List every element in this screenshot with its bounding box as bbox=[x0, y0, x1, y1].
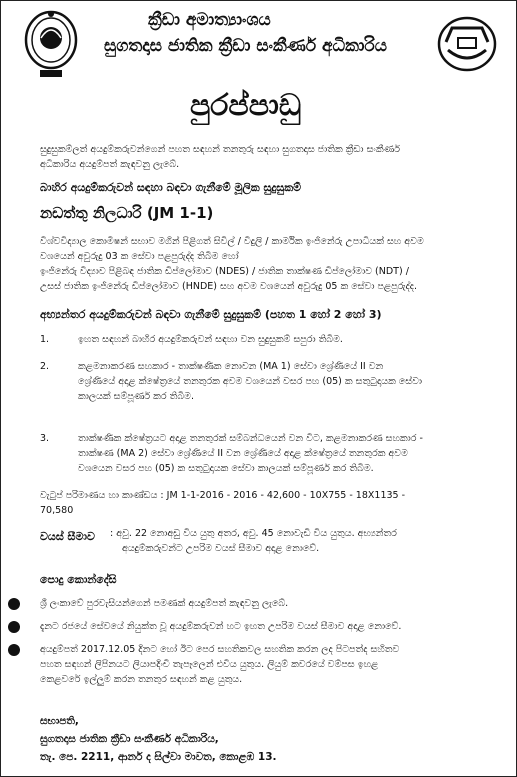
page-title: පුරප්පාඩු bbox=[190, 88, 302, 123]
condition-line: අයදුම්පත් 2017.12.05 දිනට හෝ ඊට පෙර සහතිකවල සහතික කරන ලද පිටපත්ද සහිතව bbox=[40, 644, 400, 655]
bullet-icon bbox=[8, 598, 20, 610]
qual-line: විශ්වවිද්‍යාල කොමිෂන් සභාව මගින් පිළිගත් සිවිල් / විදුලි / කාර්මික ඉංජිනේරු උපාධියක් සහ අවම bbox=[40, 236, 424, 247]
list-item-line: කළමනාකරණ සහකාර - තාක්ෂණික නොවන (MA 1) සේවා ශ්‍රේණියේ II වන bbox=[78, 361, 384, 372]
list-item-line: කාලයක් සම්පූර්ණ කර තිබීම. bbox=[78, 391, 194, 402]
general-conditions-list bbox=[0, 596, 517, 716]
address-line: සභාපති, bbox=[40, 715, 79, 727]
intro-line: සුදුසුකම්ලත් අයදුම්කරුවන්ගෙන් පහත සඳහන් තනතුරු සඳහා සුගතදාස ජාතික ක්‍රීඩා සංකීර්ණ bbox=[40, 144, 400, 155]
ministry-heading: ක්‍රීඩා අමාත්‍යාංශය bbox=[148, 10, 271, 30]
age-limit-label: වයස් සීමාව bbox=[40, 530, 95, 543]
salary-line: 70,580 bbox=[40, 505, 74, 516]
list-item-number: 3. bbox=[40, 433, 50, 444]
bullet-icon bbox=[8, 644, 20, 656]
condition-line: ශ්‍රී ලංකාවේ පුරවැසියන්ගෙන් පමණක් අයදුම්පත් කැඳවනු ලැබේ. bbox=[40, 598, 289, 609]
list-item-line: තාක්ෂණික ක්ෂේත්‍රයට අදාළ තනතුරක් සම්බන්ධයෙන් වන විට, කළමනාකරණ සහකාර - bbox=[78, 433, 423, 444]
list-item-line: වශයෙන වසර පහ (05) ක සතුටුදායක සේවා කාලයක් සම්පූර්ණ කර තිබීම. bbox=[78, 463, 374, 474]
intro-line: අධිකාරිය අයදුම්පත් කැඳවනු ලැබේ. bbox=[40, 159, 180, 170]
internal-qualifications-heading: අභ්‍යන්තර අයදුම්කරුවන් බඳවා ගැනීමේ සුදුසුකම් (පහත 1 හෝ 2 හෝ 3) bbox=[40, 308, 382, 321]
list-item-number: 2. bbox=[40, 361, 50, 372]
qual-line: ඉංජිනේරු විද්‍යාව පිළිබඳ ජාතික ඩිප්ලෝමාව (NDES) / ජාතික තාක්ෂණ ඩිප්ලෝමාව (NDT) / bbox=[40, 266, 409, 277]
authority-heading: සුගතදාස ජාතික ක්‍රීඩා සංකීර්ණ අධිකාරිය bbox=[104, 36, 387, 56]
internal-qualifications-list bbox=[40, 332, 516, 482]
external-qualifications bbox=[40, 234, 480, 294]
post-title: නඩත්තු නිලධාරි (JM 1-1) bbox=[40, 204, 214, 222]
age-limit-text bbox=[110, 526, 482, 556]
salary-scale bbox=[40, 488, 480, 518]
condition-line: පහත සඳහන් ලිපිනයට ලියාපදිංචි තැපෑලෙන් එවිය යුතුය. ලියුම් කවරයේ වම්පස ඉහළ bbox=[40, 659, 379, 670]
address-block bbox=[40, 712, 277, 766]
list-item-line: ශ්‍රේණියේ අදාළ ක්ෂේත්‍රයේ තනතුරක අවම වශයෙන් වසර පහ (05) ක සතුටුදායක සේවා bbox=[78, 376, 423, 387]
salary-line: වැටුප් පරිමාණය හා කාණ්ඩය : JM 1-1-2016 - 2016 - 42,600 - 10X755 - 18X1135 - bbox=[40, 490, 406, 501]
list-item-line: තාක්ෂණ (MA 2) සේවා ශ්‍රේණියේ II වන ශ්‍රේණියේ අදාළ ක්ෂේත්‍රයේ තනතුරක අවම bbox=[78, 448, 408, 459]
condition-line: දැනට රජයේ සේවයේ නියුක්ත වූ අයදුම්කරුවන් හට ඉහත උපරිම වයස් සීමාව අදාළ නොවේ. bbox=[40, 621, 402, 632]
stadium-logo-icon bbox=[436, 14, 498, 74]
address-line: තැ. පෙ. 2211, ආනර් ද සිල්වා මාවත, කොළඹ 13. bbox=[40, 751, 277, 763]
list-item-line: ඉහත සඳහන් බාහිර අයදුම්කරුවන් සඳහා වන සුදුසුකම් සපුරා තිබීම. bbox=[78, 334, 343, 345]
intro-paragraph bbox=[40, 142, 480, 172]
condition-line: කෙළවරේ ඉල්ලුම් කරන තනතුර සඳහන් කළ යුතුය. bbox=[40, 674, 243, 685]
qual-line: වශයෙන් අවුරුදු 03 ක සේවා පළපුරුද්ද තිබීම හෝ bbox=[40, 251, 239, 262]
age-line: : අවු. 22 නොඅඩු විය යුතු අතර, අවු. 45 නොවැඩි විය යුතුය. අභ්‍යන්තර bbox=[110, 528, 397, 539]
general-conditions-heading: පොදු කොන්දේසි bbox=[40, 573, 117, 586]
address-line: සුගතදාස ජාතික ක්‍රීඩා සංකීර්ණ අධිකාරිය, bbox=[40, 733, 219, 745]
bullet-icon bbox=[8, 621, 20, 633]
list-item-number: 1. bbox=[40, 334, 50, 345]
qual-line: උසස් ජාතික ඉංජිනේරු ඩිප්ලෝමාව (HNDE) සහ අවම වශයෙන් අවුරුදු 05 ක සේවා පළපුරුද්ද. bbox=[40, 281, 417, 292]
external-qualifications-heading: බාහිර අයදුම්කරුවන් සඳහා බඳවා ගැනීමේ මූලික සුදුසුකම් bbox=[40, 181, 302, 194]
sri-lanka-emblem-icon bbox=[22, 8, 80, 80]
age-line: අයදුම්කරුවන්ට උපරිම වයස් සීමාව අදාළ නොවේ. bbox=[122, 543, 320, 554]
